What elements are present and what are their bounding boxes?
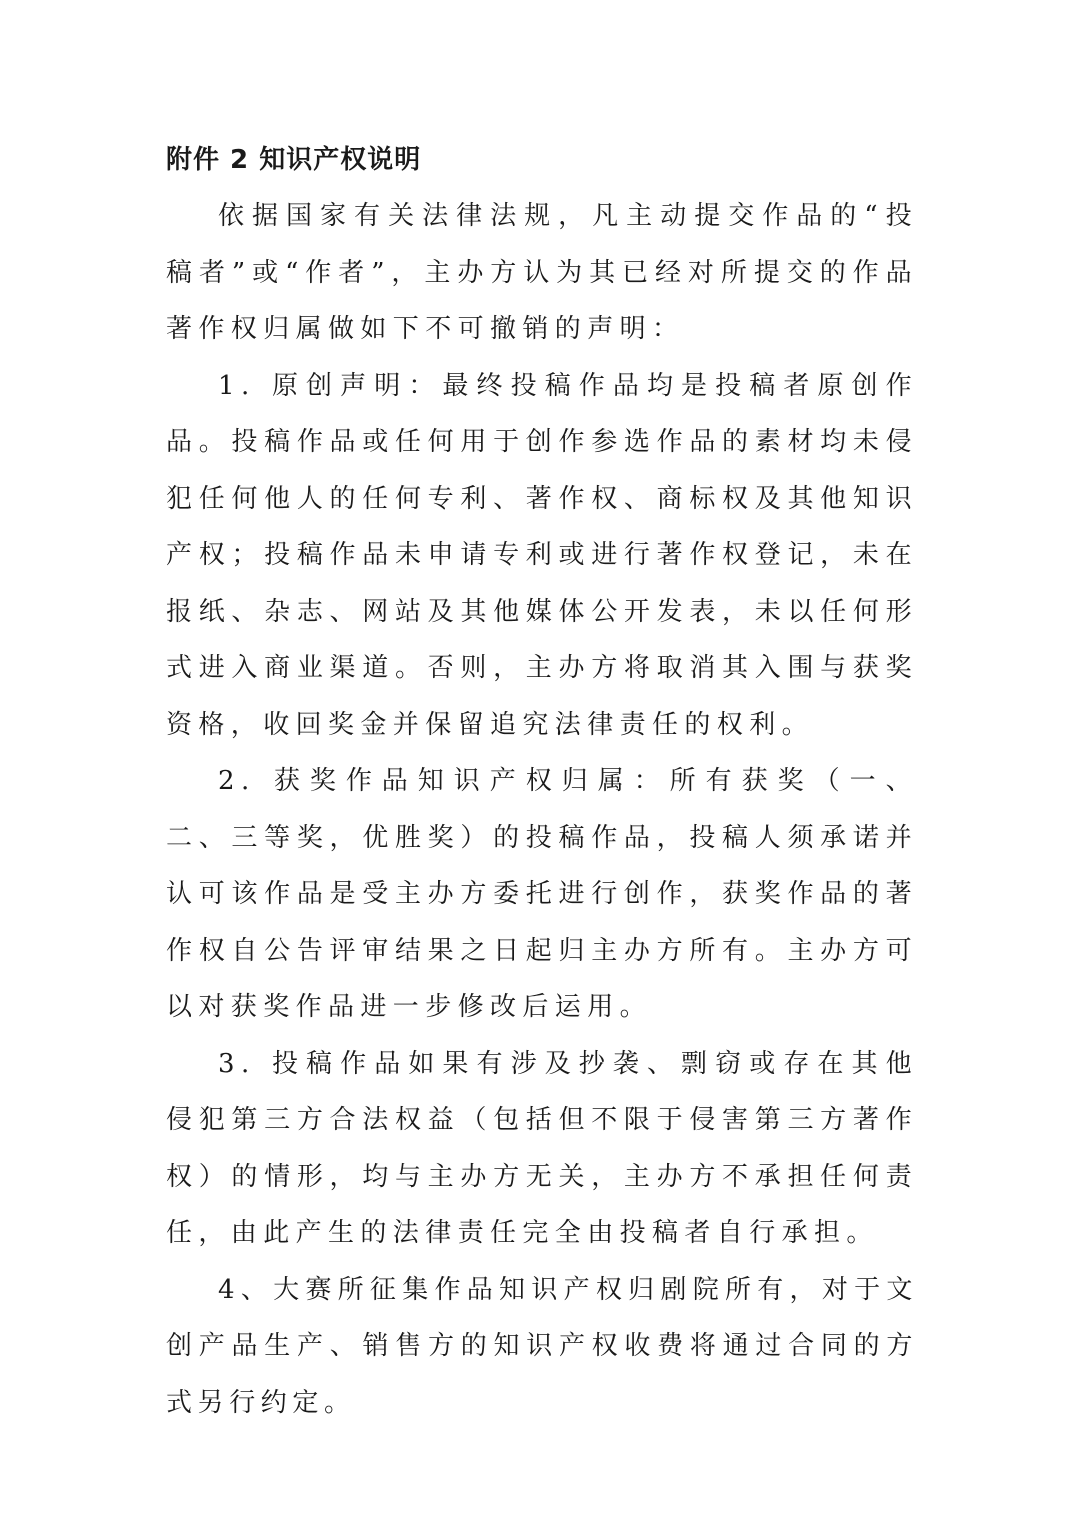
paragraph-award-ownership: 2. 获奖作品知识产权归属：所有获奖（一、二、三等奖，优胜奖）的投稿作品，投稿人须承诺并认可该作品是受主办方委托进行创作，获奖作品的著作权自公告评审结果之日起归主办方所有。主办方可以对获奖作品进一步修改后运用。 (166, 766, 918, 1022)
paragraph-ip-ownership-fees: 4、大赛所征集作品知识产权归剧院所有，对于文创产品生产、销售方的知识产权收费将通过合同的方式另行约定。 (166, 1274, 918, 1418)
document-body (166, 132, 918, 1431)
paragraph-infringement-liability: 3. 投稿作品如果有涉及抄袭、剽窃或存在其他侵犯第三方合法权益（包括但不限于侵害第三方著作权）的情形，均与主办方无关，主办方不承担任何责任，由此产生的法律责任完全由投稿者自行承担。 (166, 1048, 918, 1248)
paragraph-declaration-intro: 依据国家有关法律法规，凡主动提交作品的“投稿者”或“作者”，主办方认为其已经对所提交的作品著作权归属做如下不可撤销的声明： (166, 201, 918, 344)
document-title: 附件 2 知识产权说明 (166, 145, 422, 175)
paragraph-originality-statement: 1. 原创声明：最终投稿作品均是投稿者原创作品。投稿作品或任何用于创作参选作品的素材均未侵犯任何他人的任何专利、著作权、商标权及其他知识产权；投稿作品未申请专利或进行著作权登记，未在报纸、杂志、网站及其他媒体公开发表，未以任何形式进入商业渠道。否则，主办方将取消其入围与获奖资格，收回奖金并保留追究法律责任的权利。 (166, 370, 918, 740)
